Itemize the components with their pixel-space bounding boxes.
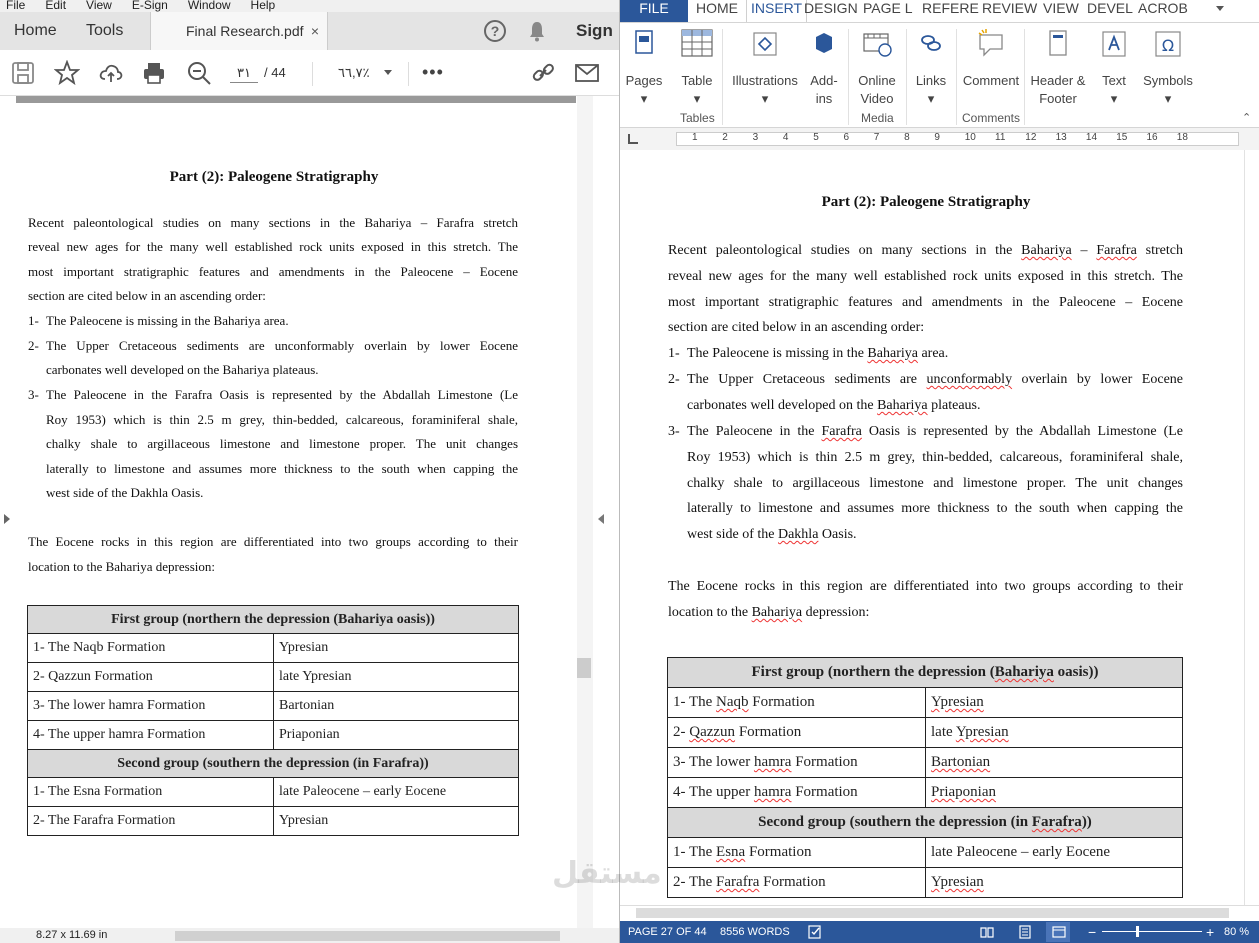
ruler-number: 7	[873, 132, 880, 143]
formation-cell: 4- The upper hamra Formation	[668, 778, 926, 808]
dropdown-caret-icon: ▾	[1164, 91, 1172, 106]
print-icon[interactable]	[141, 60, 167, 86]
list-item: The Paleocene in the Farafra Oasis is represented by the Abdallah Limestone (Le	[687, 424, 1183, 439]
ruler-number: 15	[1116, 132, 1128, 143]
group-divider	[906, 29, 907, 125]
page-edge	[16, 96, 576, 103]
group-header-cell: First group (northern the depression (Bahariya oasis))	[668, 658, 1183, 688]
age-cell: Priaponian	[926, 778, 1183, 808]
paragraph-line: section are cited below in an ascending order:	[28, 288, 266, 303]
paragraph-line: Recent paleontological studies on many sections in the Bahariya – Farafra stretch	[28, 215, 518, 230]
list-number: 3-	[28, 387, 39, 402]
paragraph-line: reveal new ages for the many well established rock units exposed in this stretch. The	[668, 269, 1183, 284]
group-divider	[848, 29, 849, 125]
vertical-scrollbar[interactable]	[577, 96, 593, 928]
list-number: 2-	[668, 372, 680, 387]
list-item: The Upper Cretaceous sediments are unconformably overlain by lower Eocene	[687, 372, 1183, 387]
table-row	[668, 778, 1183, 808]
document-title: Part (2): Paleogene Stratigraphy	[169, 169, 379, 185]
table-group-header	[668, 808, 1183, 838]
read-mode-icon[interactable]	[980, 925, 994, 939]
vertical-scrollbar[interactable]	[1244, 150, 1259, 905]
tab-references[interactable]: REFERE	[922, 0, 979, 16]
horizontal-ruler[interactable]	[620, 128, 1259, 150]
age-cell: late Ypresian	[274, 663, 519, 692]
omega-symbol-icon	[1151, 27, 1185, 61]
table-row	[28, 692, 519, 721]
list-item: west side of the Dakhla Oasis.	[687, 527, 857, 542]
ruler-number: 5	[813, 132, 819, 143]
formation-cell: 1- The Naqb Formation	[668, 688, 926, 718]
dropdown-caret-icon: ▾	[640, 91, 648, 106]
list-number: 3-	[668, 424, 680, 439]
table-row	[28, 663, 519, 692]
word-count[interactable]: 8556 WORDS	[720, 926, 790, 938]
tab-developer[interactable]: DEVEL	[1087, 0, 1133, 16]
menu-window[interactable]: Window	[187, 0, 231, 12]
ruler-number: 16	[1146, 132, 1158, 143]
collapse-ribbon-icon[interactable]: ⌃	[1242, 112, 1252, 124]
pdf-page	[16, 103, 576, 928]
formation-cell: 3- The lower hamra Formation	[668, 748, 926, 778]
ruler-number: 9	[934, 132, 940, 143]
group-header-cell: First group (northern the depression (Bahariya oasis))	[28, 606, 519, 634]
list-item: Roy 1953) which is thin 2.5 m grey, thin-bedded, calcareous, foraminiferal shale,	[687, 450, 1183, 465]
page-total: / 44	[264, 65, 286, 80]
page-count[interactable]: PAGE 27 OF 44	[628, 926, 707, 938]
formation-cell: 2- The Farafra Formation	[28, 807, 274, 836]
menu-view[interactable]: View	[86, 0, 112, 12]
chevron-down-icon[interactable]	[384, 70, 392, 75]
proofing-icon[interactable]	[808, 925, 822, 939]
zoom-out-button[interactable]: −	[1088, 924, 1097, 940]
menu-help[interactable]: Help	[250, 0, 276, 12]
table-button[interactable]	[676, 27, 718, 108]
toolbar-divider	[408, 62, 409, 86]
word-window	[620, 0, 1259, 943]
list-item: laterally to limestone and assumes more thickness to the south when capping the	[46, 461, 518, 476]
toolbar-divider	[312, 62, 313, 86]
paragraph-line: section are cited below in an ascending order:	[668, 320, 925, 335]
list-item: The Upper Cretaceous sediments are unconformably overlain by lower Eocene	[46, 338, 518, 353]
word-status-bar	[620, 921, 1259, 943]
close-icon[interactable]: ×	[310, 23, 319, 39]
tab-home[interactable]: HOME	[696, 0, 738, 16]
table-row	[668, 868, 1183, 898]
share-link-icon[interactable]	[530, 60, 556, 86]
ruler-number: 1	[692, 132, 698, 143]
chevron-down-icon[interactable]	[1216, 6, 1224, 11]
ruler-number: 11	[995, 132, 1006, 143]
save-icon[interactable]	[10, 60, 36, 86]
ruler-number: 18	[1176, 132, 1188, 143]
list-item: west side of the Dakhla Oasis.	[46, 485, 204, 500]
group-comments-label: Comments	[962, 111, 1021, 125]
zoom-in-button[interactable]: +	[1206, 924, 1215, 940]
list-item: carbonates well developed on the Bahariya plateaus.	[687, 398, 981, 413]
comment-button[interactable]	[962, 27, 1020, 90]
pdf-toolbar	[0, 50, 620, 96]
group-header-cell: Second group (southern the depression (in Farafra))	[28, 750, 519, 778]
email-icon[interactable]	[574, 60, 600, 86]
age-cell: late Paleocene – early Eocene	[926, 838, 1183, 868]
age-cell: late Ypresian	[926, 718, 1183, 748]
table-row	[668, 688, 1183, 718]
addins-label-1: Add-	[810, 73, 838, 88]
ruler-number: 14	[1085, 132, 1098, 143]
tab-insert[interactable]: INSERT	[746, 0, 807, 22]
link-icon	[914, 27, 948, 61]
list-item: Roy 1953) which is thin 2.5 m grey, thin-bedded, calcareous, foraminiferal shale,	[46, 412, 518, 427]
paragraph-line: most important stratigraphic features and amendments in the Paleocene – Eocene	[668, 295, 1183, 310]
age-cell: Bartonian	[274, 692, 519, 721]
addins-button[interactable]	[806, 27, 842, 108]
formation-cell: 1- The Naqb Formation	[28, 634, 274, 663]
formation-cell: 3- The lower hamra Formation	[28, 692, 274, 721]
help-icon[interactable]: ?	[484, 20, 506, 42]
list-item: carbonates well developed on the Bahariya plateaus.	[46, 362, 319, 377]
paragraph-line: Recent paleontological studies on many sections in the Bahariya – Farafra stretch	[668, 243, 1183, 258]
list-number: 2-	[28, 338, 39, 353]
list-item: The Paleocene is missing in the Bahariya area.	[687, 346, 949, 361]
pdf-document-area	[0, 96, 620, 928]
page-size-label: 8.27 x 11.69 in	[36, 929, 108, 941]
tab-review[interactable]: REVIEW	[982, 0, 1038, 16]
links-button[interactable]	[912, 27, 950, 108]
header-footer-label-1: Header &	[1030, 73, 1086, 88]
age-cell: Ypresian	[274, 634, 519, 663]
paragraph-line: The Eocene rocks in this region are differentiated into two groups according to their	[28, 534, 518, 549]
formation-cell: 2- The Farafra Formation	[668, 868, 926, 898]
list-item: The Paleocene is missing in the Bahariya area.	[46, 313, 289, 328]
paragraph-line: The Eocene rocks in this region are differentiated into two groups according to their	[668, 579, 1183, 594]
print-layout-icon[interactable]	[1018, 925, 1032, 939]
ruler-number: 8	[904, 132, 910, 143]
age-cell: late Paleocene – early Eocene	[274, 778, 519, 807]
pdf-menu-bar	[0, 0, 620, 12]
symbols-button[interactable]	[1140, 27, 1196, 108]
zoom-out-icon[interactable]	[186, 60, 212, 86]
header-footer-icon	[1041, 27, 1075, 61]
horizontal-scrollbar[interactable]	[175, 931, 560, 941]
dropdown-caret-icon: ▾	[761, 91, 769, 106]
tab-file[interactable]: FILE	[620, 0, 688, 22]
video-icon	[860, 27, 894, 61]
tab-acrobat[interactable]: ACROB	[1138, 0, 1188, 16]
age-cell: Priaponian	[274, 721, 519, 750]
ruler-number: 12	[1025, 132, 1037, 143]
text-box-icon	[1097, 27, 1131, 61]
zoom-select[interactable]: ٦٦,٧٪	[338, 65, 370, 80]
table-row	[28, 634, 519, 663]
word-document-area	[620, 150, 1259, 905]
dropdown-caret-icon: ▾	[927, 91, 935, 106]
zoom-slider-track[interactable]	[1102, 931, 1202, 932]
header-footer-button[interactable]	[1028, 27, 1088, 108]
online-video-label-1: Online	[858, 73, 896, 88]
scrollbar-thumb[interactable]	[577, 658, 591, 678]
web-layout-icon[interactable]	[1052, 925, 1066, 939]
paragraph-line: most important stratigraphic features and amendments in the Paleocene – Eocene	[28, 264, 518, 279]
list-item: chalky shale to argillaceous limestone and limestone proper. The unit changes	[46, 436, 518, 451]
formation-cell: 1- The Esna Formation	[668, 838, 926, 868]
formation-table	[27, 605, 519, 836]
text-button[interactable]	[1094, 27, 1134, 108]
collapse-arrow-icon[interactable]	[598, 514, 604, 524]
tab-home[interactable]: Home	[14, 22, 57, 39]
zoom-level[interactable]: 80 %	[1224, 926, 1250, 938]
ribbon-tab-bar	[620, 0, 1259, 22]
paragraph-line: reveal new ages for the many well established rock units exposed in this stretch. The	[28, 239, 518, 254]
pages-label: Pages	[625, 73, 663, 88]
pdf-tab-bar	[0, 12, 620, 50]
group-divider	[1024, 29, 1025, 125]
group-tables-label: Tables	[680, 111, 715, 125]
illustrations-icon	[748, 27, 782, 61]
online-video-label-2: Video	[860, 91, 894, 106]
tab-page-layout[interactable]: PAGE L	[863, 0, 913, 16]
age-cell: Ypresian	[274, 807, 519, 836]
table-row	[28, 721, 519, 750]
text-label: Text	[1102, 73, 1126, 88]
tab-view[interactable]: VIEW	[1043, 0, 1079, 16]
formation-cell: 4- The upper hamra Formation	[28, 721, 274, 750]
ruler-number: 4	[782, 132, 789, 143]
zoom-slider-thumb[interactable]	[1136, 926, 1139, 937]
bell-icon[interactable]	[528, 20, 546, 42]
menu-esign[interactable]: E-Sign	[131, 0, 168, 12]
watermark-logo: مستقل	[552, 856, 662, 891]
ruler-number: 2	[722, 132, 728, 143]
page-number-input[interactable]: ٣١	[230, 63, 258, 83]
tab-document-label: Final Research.pdf	[186, 23, 304, 39]
group-divider	[956, 29, 957, 125]
symbols-label: Symbols	[1143, 73, 1193, 88]
age-cell: Bartonian	[926, 748, 1183, 778]
formation-cell: 1- The Esna Formation	[28, 778, 274, 807]
paragraph-line: location to the Bahariya depression:	[28, 559, 216, 574]
list-item: laterally to limestone and assumes more thickness to the south when capping the	[687, 501, 1183, 516]
insert-ribbon	[620, 22, 1259, 128]
table-row	[668, 718, 1183, 748]
table-group-header	[668, 658, 1183, 688]
ruler-numbers	[676, 132, 1239, 146]
formation-cell: 2- Qazzun Formation	[28, 663, 274, 692]
formation-table	[667, 657, 1183, 898]
panel-expand-icon[interactable]	[4, 514, 10, 524]
sign-button[interactable]: Sign	[576, 21, 613, 40]
bookmark-star-icon[interactable]	[54, 60, 80, 86]
tab-document[interactable]	[150, 12, 328, 50]
ruler-number: 10	[964, 132, 976, 143]
table-group-header	[28, 750, 519, 778]
links-label: Links	[915, 73, 947, 88]
group-divider	[722, 29, 723, 125]
comment-icon	[974, 27, 1008, 61]
header-footer-label-2: Footer	[1039, 91, 1077, 106]
scrollbar-thumb[interactable]	[636, 908, 1229, 918]
ruler-number: 13	[1055, 132, 1067, 143]
list-number: 1-	[668, 346, 680, 361]
illustrations-button[interactable]	[728, 27, 802, 108]
dropdown-caret-icon: ▾	[1110, 91, 1118, 106]
menu-edit[interactable]: Edit	[45, 0, 67, 12]
group-media-label: Media	[861, 111, 894, 125]
list-number: 1-	[28, 313, 39, 328]
table-row	[28, 778, 519, 807]
pdf-viewer-window	[0, 0, 620, 943]
pages-button[interactable]	[624, 27, 664, 108]
ruler-number: 6	[843, 132, 850, 143]
ruler-number: 3	[752, 132, 759, 143]
svg-text:Ω: Ω	[1161, 36, 1175, 55]
list-item: The Paleocene in the Farafra Oasis is represented by the Abdallah Limestone (Le	[46, 387, 518, 402]
list-item: chalky shale to argillaceous limestone and limestone proper. The unit changes	[687, 476, 1183, 491]
table-row	[668, 838, 1183, 868]
pages-icon	[627, 27, 661, 61]
dropdown-caret-icon: ▾	[693, 91, 701, 106]
table-row	[668, 748, 1183, 778]
table-group-header	[28, 606, 519, 634]
comment-label: Comment	[962, 73, 1020, 88]
table-row	[28, 807, 519, 836]
age-cell: Ypresian	[926, 868, 1183, 898]
group-header-cell: Second group (southern the depression (in Farafra))	[668, 808, 1183, 838]
more-options-icon[interactable]: •••	[422, 62, 444, 82]
table-label: Table	[681, 73, 713, 88]
addins-icon	[807, 27, 841, 61]
illustrations-label: Illustrations	[732, 73, 798, 88]
tab-stop-icon[interactable]	[628, 134, 638, 144]
document-title: Part (2): Paleogene Stratigraphy	[821, 194, 1031, 210]
formation-cell: 2- Qazzun Formation	[668, 718, 926, 748]
addins-label-2: ins	[815, 91, 833, 106]
tab-tools[interactable]: Tools	[86, 22, 124, 39]
tab-design[interactable]: DESIGN	[804, 0, 858, 16]
age-cell: Ypresian	[926, 688, 1183, 718]
table-icon	[680, 27, 714, 61]
paragraph-line: location to the Bahariya depression:	[668, 605, 870, 620]
online-video-button[interactable]	[854, 27, 900, 108]
menu-file[interactable]: File	[6, 0, 26, 12]
upload-cloud-icon[interactable]	[98, 60, 124, 86]
